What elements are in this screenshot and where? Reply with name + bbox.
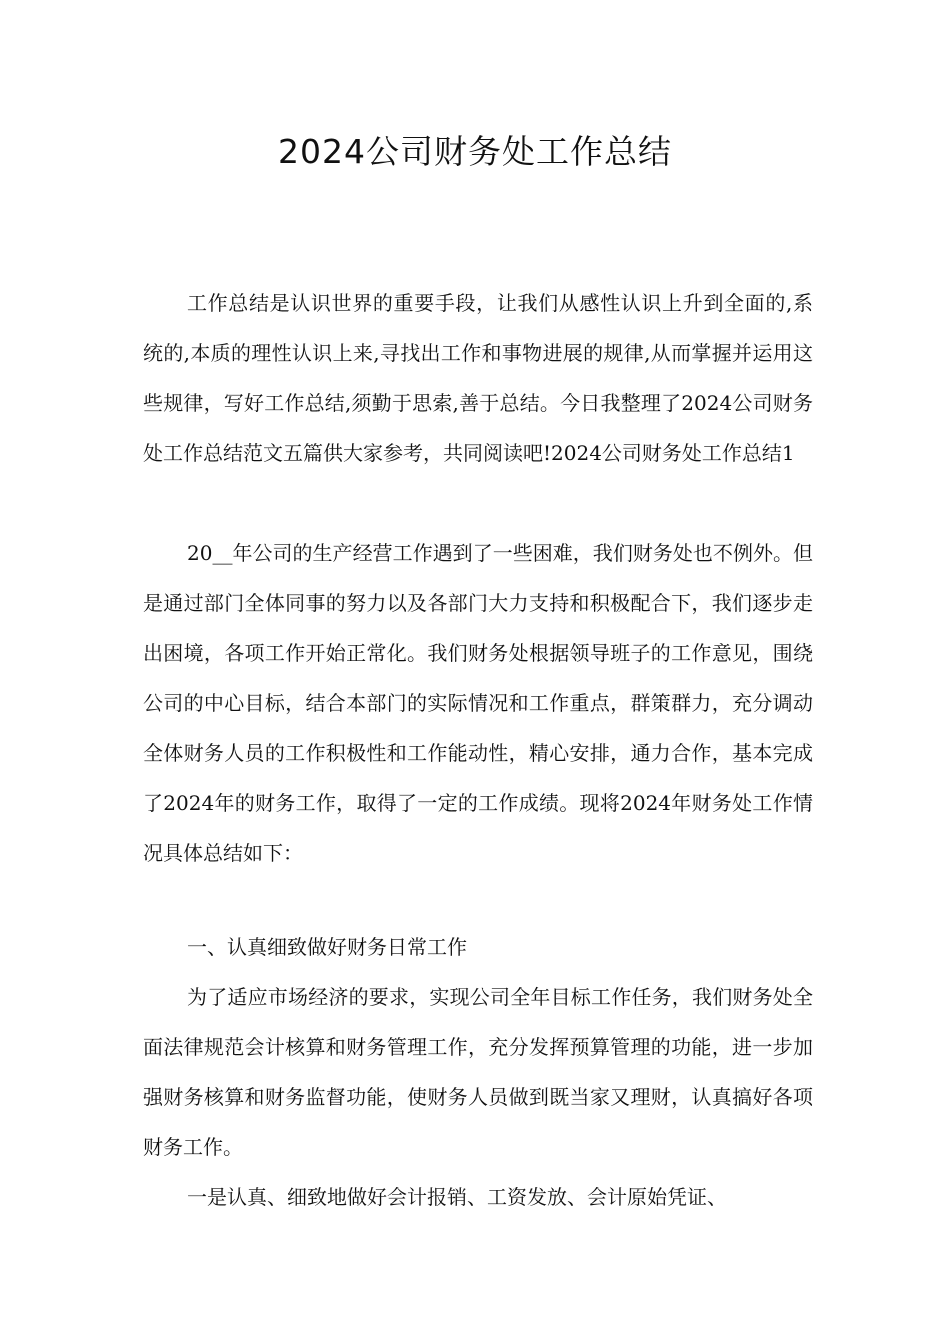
overview-paragraph: 20__年公司的生产经营工作遇到了一些困难，我们财务处也不例外。但是通过部门全体同事的努力以及各部门大力支持和积极配合下，我们逐步走出困境，各项工作开始正常化。我们财务处根据领导班子的工作意见，围绕公司的中心目标，结合本部门的实际情况和工作重点，群策群力，充分调动全体财务人员的工作积极性和工作能动性，精心安排，通力合作，基本完成了2024年的财务工作，取得了一定的工作成绩。现将2024年财务处工作情况具体总结如下： — [143, 541, 813, 865]
section-one-heading: 一、认真细致做好财务日常工作 — [187, 935, 467, 959]
intro-paragraph: 工作总结是认识世界的重要手段，让我们从感性认识上升到全面的,系统的,本质的理性认识上来,寻找出工作和事物进展的规律,从而掌握并运用这些规律，写好工作总结,须勤于思索,善于总结。今日我整理了2024公司财务处工作总结范文五篇供大家参考，共同阅读吧!2024公司财务处工作总结1 — [143, 291, 813, 465]
section-one-paragraph: 为了适应市场经济的要求，实现公司全年目标工作任务，我们财务处全面法律规范会计核算和财务管理工作，充分发挥预算管理的功能，进一步加强财务核算和财务监督功能，使财务人员做到既当家又理财，认真搞好各项财务工作。 — [143, 985, 813, 1159]
section-one-item-paragraph: 一是认真、细致地做好会计报销、工资发放、会计原始凭证、 — [187, 1185, 727, 1209]
page-title: 2024公司财务处工作总结 — [278, 132, 672, 171]
